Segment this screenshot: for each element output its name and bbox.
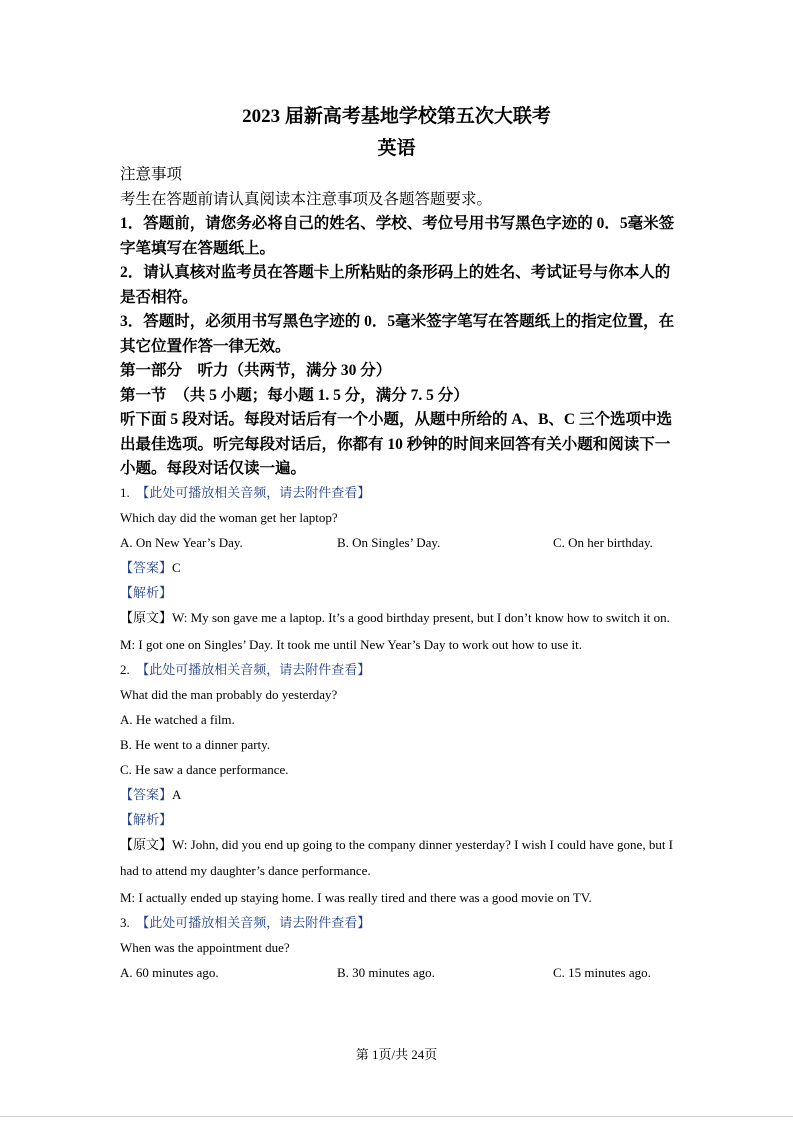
answer-value: A — [172, 786, 182, 802]
bottom-divider — [0, 1116, 793, 1117]
question-2-transcript-m: M: I actually ended up staying home. I was really tired and there was a good movie on TV. — [120, 889, 592, 905]
notice-intro: 考生在答题前请认真阅读本注意事项及各题答题要求。 — [120, 190, 493, 208]
question-1-text: Which day did the woman get her laptop? — [120, 510, 338, 525]
question-2-transcript-w — [120, 832, 680, 885]
option-b[interactable]: B. 30 minutes ago. — [337, 964, 435, 980]
question-1-transcript-w — [120, 605, 680, 632]
question-1-answer — [120, 555, 680, 580]
section-heading: 第一节 （共 5 小题；每小题 1. 5 分，满分 7. 5 分） — [120, 386, 469, 404]
question-2-analysis: 【解析】 — [120, 811, 173, 827]
audio-note: 【此处可播放相关音频，请去附件查看】 — [142, 485, 371, 500]
page-title: 2023 届新高考基地学校第五次大联考 — [242, 106, 551, 127]
question-number: 3. — [120, 914, 130, 930]
question-number: 2. — [120, 661, 130, 677]
transcript-w: W: My son gave me a laptop. It’s a good birthday present, but I don’t know how to switch it on. — [172, 610, 670, 625]
option-b[interactable]: B. On Singles’ Day. — [337, 535, 441, 550]
answer-label: 【答案】 — [120, 786, 173, 802]
subject-title: 英语 — [377, 138, 416, 159]
question-3-text: When was the appointment due? — [120, 939, 290, 955]
answer-value: C — [172, 560, 181, 575]
transcript-label: 【原文】 — [120, 836, 173, 852]
question-1-audio[interactable] — [120, 480, 680, 505]
notice-rule-3: 3．答题时，必须用书写黑色字迹的 0．5毫米签字笔写在答题纸上的指定位置，在其它位置作答一律无效。 — [120, 313, 675, 355]
option-b[interactable]: B. He went to a dinner party. — [120, 736, 271, 752]
question-3-options — [120, 960, 680, 985]
question-2-text: What did the man probably do yesterday? — [120, 686, 338, 702]
questions-section — [120, 480, 680, 985]
question-2-answer — [120, 782, 680, 807]
option-c[interactable]: C. He saw a dance performance. — [120, 761, 289, 777]
question-3-audio[interactable] — [120, 910, 680, 935]
listening-instructions: 听下面 5 段对话。每段对话后有一个小题，从题中所给的 A、B、C 三个选项中选出最佳选项。听完每段对话后，你都有 10 秒钟的时间来回答有关小题和阅读下一小题。每段对话仅读一遍。 — [120, 411, 672, 477]
notice-rule-1: 1．答题前，请您务必将自己的姓名、学校、考位号用书写黑色字迹的 0．5毫米签字笔填写在答题纸上。 — [120, 215, 675, 257]
answer-label: 【答案】 — [120, 560, 173, 575]
audio-note: 【此处可播放相关音频，请去附件查看】 — [142, 914, 371, 930]
notice-heading: 注意事项 — [120, 166, 183, 183]
question-number: 1. — [120, 485, 130, 500]
transcript-label: 【原文】 — [120, 610, 173, 625]
option-c[interactable]: C. 15 minutes ago. — [553, 964, 651, 980]
part-heading: 第一部分 听力（共两节，满分 30 分） — [120, 362, 392, 379]
question-1-analysis: 【解析】 — [120, 585, 173, 600]
notice-section — [120, 163, 680, 482]
question-1-transcript-m: M: I got one on Singles’ Day. It took me until New Year’s Day to work out how to use it. — [120, 636, 582, 652]
question-1-options — [120, 530, 680, 555]
notice-rule-2: 2．请认真核对监考员在答题卡上所粘贴的条形码上的姓名、考试证号与你本人的是否相符。 — [120, 264, 671, 306]
transcript-w: W: John, did you end up going to the company dinner yesterday? I wish I could have gone, but I had to attend my daughter’s dance performance. — [120, 836, 674, 878]
option-c[interactable]: C. On her birthday. — [553, 535, 653, 550]
option-a[interactable]: A. On New Year’s Day. — [120, 535, 243, 550]
option-a[interactable]: A. He watched a film. — [120, 711, 235, 727]
audio-note: 【此处可播放相关音频，请去附件查看】 — [142, 661, 371, 677]
question-2-audio[interactable] — [120, 657, 680, 682]
option-a[interactable]: A. 60 minutes ago. — [120, 964, 219, 980]
page-number: 第 1页/共 24页 — [355, 1047, 438, 1062]
